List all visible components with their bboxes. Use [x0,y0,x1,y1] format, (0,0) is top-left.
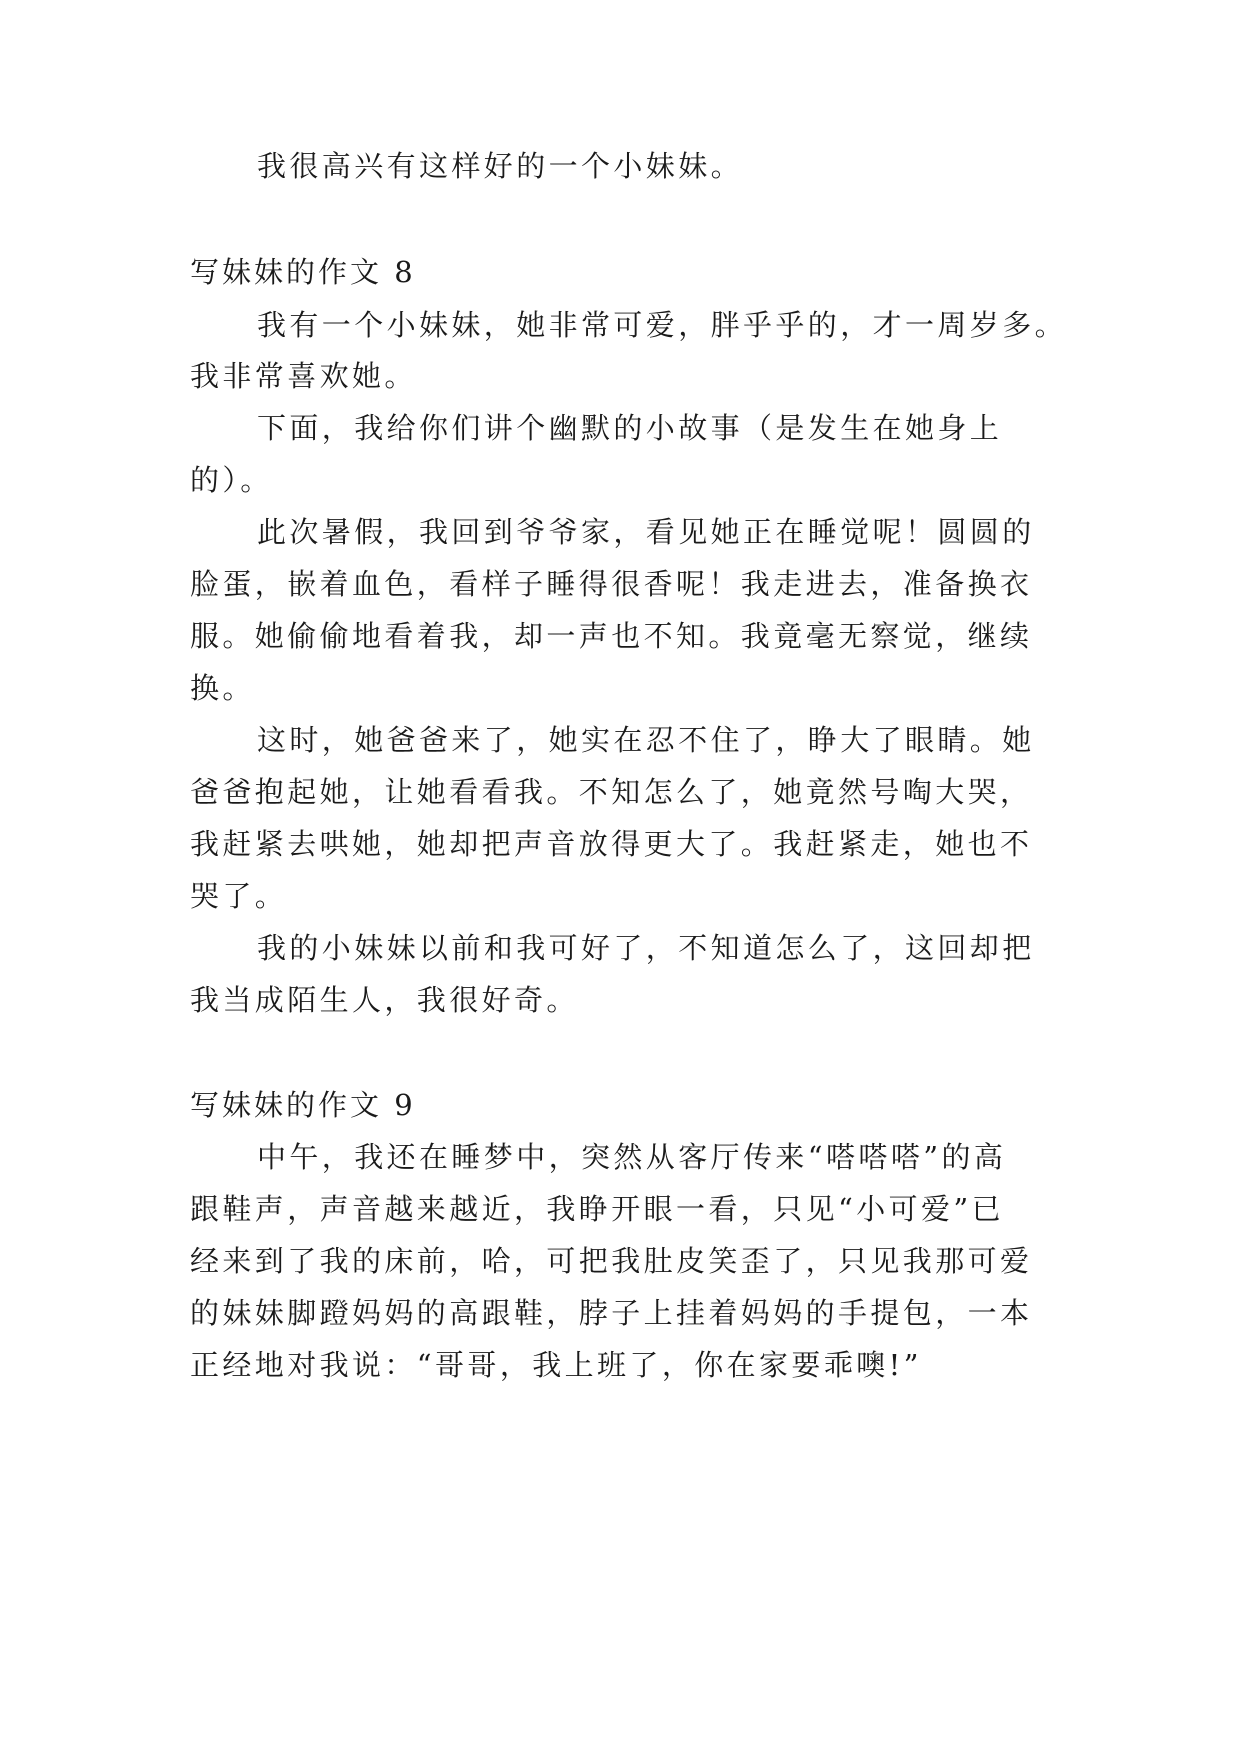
paragraph-line: 我非常喜欢她。 [190,359,417,393]
paragraph-line: 服。她偷偷地看着我，却一声也不知。我竟毫无察觉，继续 [190,619,1033,653]
section-heading-8: 写妹妹的作文 8 [190,255,416,289]
paragraph-line: 脸蛋，嵌着血色，看样子睡得很香呢！我走进去，准备换衣 [190,567,1033,601]
paragraph-line: 中午，我还在睡梦中，突然从客厅传来“嗒嗒嗒”的高 [257,1140,1007,1174]
paragraph-line: 我当成陌生人，我很好奇。 [190,983,579,1017]
paragraph-line: 我的小妹妹以前和我可好了，不知道怎么了，这回却把 [257,931,1035,965]
paragraph-line: 此次暑假，我回到爷爷家，看见她正在睡觉呢！圆圆的 [257,515,1035,549]
section-heading-9: 写妹妹的作文 9 [190,1088,416,1122]
paragraph-line: 下面，我给你们讲个幽默的小故事（是发生在她身上 [257,411,1003,445]
paragraph-line: 的妹妹脚蹬妈妈的高跟鞋，脖子上挂着妈妈的手提包，一本 [190,1296,1033,1330]
paragraph-line: 这时，她爸爸来了，她实在忍不住了，睁大了眼睛。她 [257,723,1035,757]
paragraph-line: 正经地对我说：“哥哥，我上班了，你在家要乖噢!” [190,1348,922,1382]
paragraph-line: 的）。 [190,463,273,497]
paragraph-line: 经来到了我的床前，哈，可把我肚皮笑歪了，只见我那可爱 [190,1244,1033,1278]
paragraph-line: 换。 [190,671,255,705]
paragraph-line: 我赶紧去哄她，她却把声音放得更大了。我赶紧走，她也不 [190,827,1033,861]
intro-line: 我很高兴有这样好的一个小妹妹。 [257,149,744,183]
paragraph-line: 跟鞋声，声音越来越近，我睁开眼一看，只见“小可爱”已 [190,1192,1005,1226]
paragraph-line: 爸爸抱起她，让她看看我。不知怎么了，她竟然号啕大哭， [190,775,1033,809]
paragraph-line: 我有一个小妹妹，她非常可爱，胖乎乎的，才一周岁多。 [257,308,1068,342]
paragraph-line: 哭了。 [190,879,288,913]
